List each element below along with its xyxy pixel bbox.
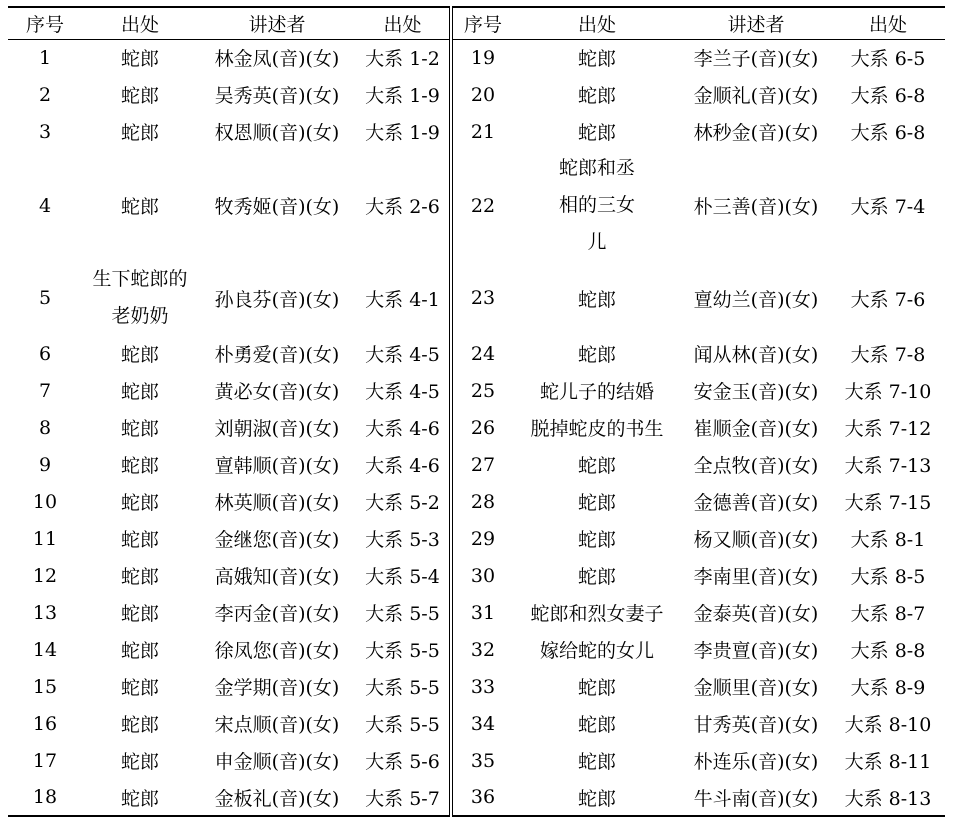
cell-reference-right: 大系 6-5 xyxy=(850,48,926,71)
cell-reference-left: 大系 5-4 xyxy=(356,557,451,594)
table-row xyxy=(8,631,945,668)
cell-reference-right: 大系 8-11 xyxy=(844,751,932,773)
cell-narrator-right: 亶幼兰(音)(女) xyxy=(693,288,819,311)
cell-narrator-right: 全点牧(音)(女) xyxy=(693,455,819,477)
header-source-left: 出处 xyxy=(82,7,198,39)
cell-index-right: 30 xyxy=(470,564,496,587)
cell-index-right: 26 xyxy=(470,416,496,439)
cell-narrator-left: 黄必女(音)(女) xyxy=(214,381,340,403)
table-row xyxy=(8,446,945,483)
cell-text: 蛇郎和丞相的三女儿 xyxy=(558,157,635,253)
cell-reference-right: 大系 7-12 xyxy=(844,418,932,440)
cell-source-right: 蛇郎 xyxy=(513,779,681,816)
cell-index-right: 25 xyxy=(470,379,496,402)
cell-source-right: 蛇郎 xyxy=(577,344,616,366)
cell-reference-right: 大系 8-13 xyxy=(831,779,945,816)
cell-source-right: 蛇郎和烈女妻子 xyxy=(530,603,664,625)
cell-reference-left: 大系 5-2 xyxy=(356,483,451,520)
table-row xyxy=(8,594,945,631)
cell-narrator-right: 金顺礼(音)(女) xyxy=(693,85,819,107)
cell-source-left: 蛇郎 xyxy=(120,603,159,625)
cell-narrator-left: 牧秀姬(音)(女) xyxy=(214,196,340,218)
table-row xyxy=(8,557,945,594)
cell-source-left: 蛇郎 xyxy=(120,455,159,477)
table-row xyxy=(8,668,945,705)
cell-index-left: 16 xyxy=(32,712,58,735)
cell-source-left: 蛇郎 xyxy=(120,85,159,107)
cell-reference-right: 大系 6-8 xyxy=(850,85,926,107)
cell-source-left: 蛇郎 xyxy=(120,566,159,588)
cell-source-right: 蛇郎 xyxy=(577,529,616,551)
cell-source-left: 蛇郎 xyxy=(120,196,159,218)
cell-reference-left: 大系 1-2 xyxy=(356,39,451,76)
cell-index-left: 1 xyxy=(38,46,52,69)
cell-narrator-right: 安金玉(音)(女) xyxy=(693,381,819,403)
cell-narrator-left: 刘朝淑(音)(女) xyxy=(214,418,340,440)
cell-narrator-right: 杨又顺(音)(女) xyxy=(693,529,819,551)
cell-reference-left: 大系 4-5 xyxy=(356,335,451,372)
cell-narrator-left: 林金凤(音)(女) xyxy=(214,48,340,71)
cell-source-right: 蛇郎 xyxy=(577,566,616,588)
cell-reference-left: 大系 5-7 xyxy=(356,779,451,816)
cell-source-left: 蛇郎 xyxy=(120,418,159,440)
cell-source-right: 蛇郎 xyxy=(577,122,616,144)
cell-index-right: 23 xyxy=(470,287,496,309)
cell-narrator-left: 金板礼(音)(女) xyxy=(198,779,356,816)
cell-narrator-right: 李南里(音)(女) xyxy=(693,566,819,588)
cell-index-left: 12 xyxy=(32,564,58,587)
cell-narrator-right: 甘秀英(音)(女) xyxy=(693,714,819,736)
cell-source-right: 脱掉蛇皮的书生 xyxy=(530,418,664,440)
header-narrator-left: 讲述者 xyxy=(198,7,356,39)
cell-source-right: 蛇郎 xyxy=(577,85,616,107)
cell-source-left: 蛇郎 xyxy=(120,677,159,699)
header-reference-right: 出处 xyxy=(831,7,945,39)
cell-index-right: 22 xyxy=(470,194,496,217)
cell-index-left: 17 xyxy=(32,749,58,772)
story-source-table xyxy=(8,6,945,817)
cell-index-left: 10 xyxy=(32,490,58,513)
cell-narrator-left: 李丙金(音)(女) xyxy=(214,603,340,625)
cell-index-left: 14 xyxy=(32,638,58,661)
table-row xyxy=(8,483,945,520)
header-row xyxy=(8,7,945,39)
cell-reference-right: 大系 8-8 xyxy=(850,640,926,662)
cell-reference-left: 大系 5-5 xyxy=(356,668,451,705)
cell-index-right: 31 xyxy=(470,601,496,624)
cell-reference-right: 大系 7-10 xyxy=(844,381,932,403)
cell-index-right: 35 xyxy=(470,749,496,772)
cell-index-left: 18 xyxy=(8,779,82,816)
cell-reference-left: 大系 5-6 xyxy=(356,742,451,779)
cell-reference-right: 大系 7-15 xyxy=(844,492,932,514)
cell-source-right: 蛇郎 xyxy=(577,455,616,477)
header-narrator-right: 讲述者 xyxy=(681,7,831,39)
cell-narrator-right: 李贵亶(音)(女) xyxy=(693,640,819,662)
cell-index-right: 21 xyxy=(470,120,496,143)
cell-source-right: 嫁给蛇的女儿 xyxy=(539,640,654,662)
cell-reference-left: 大系 4-5 xyxy=(356,372,451,409)
cell-narrator-left: 金学期(音)(女) xyxy=(214,677,340,699)
cell-index-left: 5 xyxy=(38,287,52,309)
cell-reference-right: 大系 8-5 xyxy=(850,566,926,588)
cell-reference-left: 大系 2-6 xyxy=(356,150,451,261)
cell-index-left: 2 xyxy=(38,83,52,106)
header-source-right: 出处 xyxy=(513,7,681,39)
cell-reference-left: 大系 1-9 xyxy=(356,113,451,150)
cell-reference-right: 大系 7-4 xyxy=(850,196,926,218)
header-index-left: 序号 xyxy=(8,7,82,39)
table-row xyxy=(8,76,945,113)
cell-index-left: 4 xyxy=(38,194,52,217)
cell-reference-right: 大系 8-10 xyxy=(844,714,932,736)
cell-narrator-left: 申金顺(音)(女) xyxy=(214,751,340,773)
table-row xyxy=(8,742,945,779)
cell-index-right: 20 xyxy=(470,83,496,106)
cell-narrator-right: 牛斗南(音)(女) xyxy=(681,779,831,816)
cell-narrator-left: 亶韩顺(音)(女) xyxy=(214,455,340,477)
cell-narrator-left: 高娥知(音)(女) xyxy=(214,566,340,588)
cell-reference-left: 大系 1-9 xyxy=(356,76,451,113)
cell-index-left: 13 xyxy=(32,601,58,624)
cell-narrator-right: 朴连乐(音)(女) xyxy=(693,751,819,773)
cell-reference-left: 大系 4-6 xyxy=(356,409,451,446)
cell-reference-right: 大系 7-8 xyxy=(850,344,926,366)
cell-narrator-right: 朴三善(音)(女) xyxy=(693,196,819,218)
cell-reference-left: 大系 5-5 xyxy=(356,631,451,668)
cell-reference-left: 大系 5-5 xyxy=(356,705,451,742)
cell-index-left: 9 xyxy=(38,453,52,476)
header-index-right: 序号 xyxy=(451,7,513,39)
cell-narrator-right: 李兰子(音)(女) xyxy=(693,48,819,71)
cell-source-left: 蛇郎 xyxy=(120,344,159,366)
cell-source-right: 蛇郎 xyxy=(577,677,616,699)
cell-source-right: 蛇郎 xyxy=(577,492,616,514)
header-reference-left: 出处 xyxy=(356,7,451,39)
cell-index-left: 6 xyxy=(38,342,52,365)
cell-narrator-right: 金泰英(音)(女) xyxy=(693,603,819,625)
cell-text: 生下蛇郎的老奶奶 xyxy=(92,268,188,327)
cell-index-right: 27 xyxy=(470,453,496,476)
table-row xyxy=(8,113,945,150)
cell-narrator-left: 朴勇爱(音)(女) xyxy=(214,344,340,366)
cell-index-left: 7 xyxy=(38,379,52,402)
table-row xyxy=(8,372,945,409)
cell-source-left: 蛇郎 xyxy=(120,48,159,71)
cell-source-left: 蛇郎 xyxy=(120,751,159,773)
cell-narrator-left: 宋点顺(音)(女) xyxy=(214,714,340,736)
cell-source-left: 蛇郎 xyxy=(120,714,159,736)
cell-index-left: 11 xyxy=(32,527,58,550)
cell-reference-right: 大系 6-8 xyxy=(850,122,926,144)
cell-reference-right: 大系 7-13 xyxy=(844,455,932,477)
cell-narrator-right: 闻从林(音)(女) xyxy=(693,344,819,366)
cell-source-left: 蛇郎 xyxy=(120,381,159,403)
cell-reference-right: 大系 8-9 xyxy=(850,677,926,699)
cell-index-left: 3 xyxy=(38,120,52,143)
cell-source-right xyxy=(513,150,681,261)
cell-source-left: 蛇郎 xyxy=(120,640,159,662)
cell-narrator-left: 权恩顺(音)(女) xyxy=(214,122,340,144)
cell-narrator-right: 金顺里(音)(女) xyxy=(693,677,819,699)
cell-narrator-right: 林秒金(音)(女) xyxy=(693,122,819,144)
cell-index-right: 19 xyxy=(470,46,496,69)
cell-reference-right: 大系 8-1 xyxy=(850,529,926,551)
cell-reference-left: 大系 4-6 xyxy=(356,446,451,483)
cell-source-left: 蛇郎 xyxy=(82,779,198,816)
table-row xyxy=(8,409,945,446)
cell-source-right: 蛇郎 xyxy=(577,714,616,736)
cell-reference-left: 大系 4-1 xyxy=(356,261,451,335)
cell-index-left: 8 xyxy=(38,416,52,439)
cell-narrator-left: 孙良芬(音)(女) xyxy=(214,288,340,311)
cell-reference-right: 大系 8-7 xyxy=(850,603,926,625)
cell-reference-left: 大系 5-5 xyxy=(356,594,451,631)
cell-source-left: 蛇郎 xyxy=(120,492,159,514)
cell-source-left: 蛇郎 xyxy=(120,122,159,144)
table-row xyxy=(8,150,945,261)
cell-narrator-left: 林英顺(音)(女) xyxy=(214,492,340,514)
cell-narrator-left: 金继您(音)(女) xyxy=(214,529,340,551)
table-row xyxy=(8,335,945,372)
cell-index-right: 36 xyxy=(451,779,513,816)
cell-index-right: 29 xyxy=(470,527,496,550)
cell-narrator-right: 崔顺金(音)(女) xyxy=(693,418,819,440)
cell-index-right: 28 xyxy=(470,490,496,513)
cell-source-left xyxy=(82,261,198,335)
table-row xyxy=(8,39,945,76)
cell-index-right: 34 xyxy=(470,712,496,735)
cell-narrator-right: 金德善(音)(女) xyxy=(693,492,819,514)
cell-source-left: 蛇郎 xyxy=(120,529,159,551)
cell-index-right: 32 xyxy=(470,638,496,661)
table-row xyxy=(8,261,945,335)
cell-reference-right: 大系 7-6 xyxy=(850,288,926,311)
cell-narrator-left: 徐凤您(音)(女) xyxy=(214,640,340,662)
cell-narrator-left: 吴秀英(音)(女) xyxy=(214,85,340,107)
cell-source-right: 蛇郎 xyxy=(577,751,616,773)
cell-reference-left: 大系 5-3 xyxy=(356,520,451,557)
cell-index-left: 15 xyxy=(32,675,58,698)
cell-index-right: 33 xyxy=(470,675,496,698)
cell-index-right: 24 xyxy=(470,342,496,365)
cell-source-right: 蛇郎 xyxy=(577,48,616,71)
table-row xyxy=(8,779,945,816)
table-row xyxy=(8,520,945,557)
cell-source-right: 蛇郎 xyxy=(577,288,616,311)
table-row xyxy=(8,705,945,742)
cell-source-right: 蛇儿子的结婚 xyxy=(539,381,654,403)
